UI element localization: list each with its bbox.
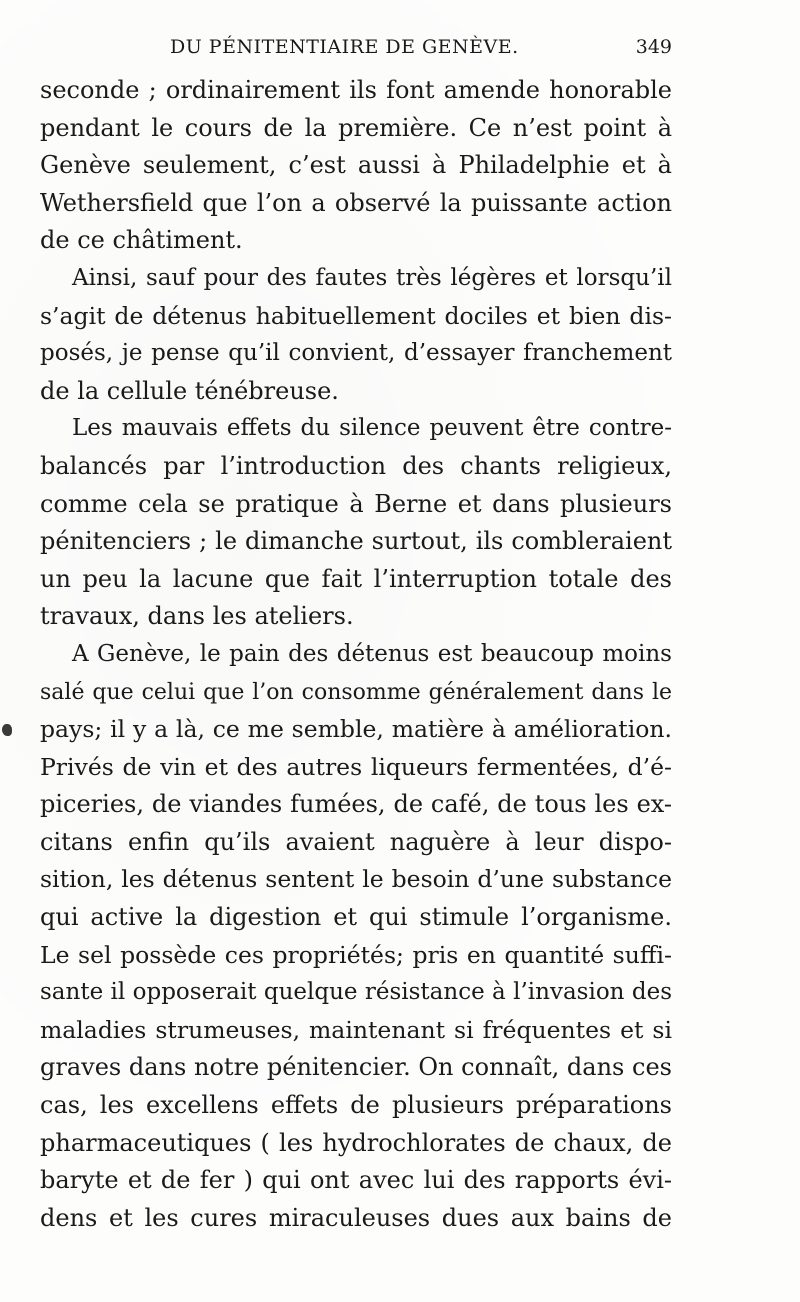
page-number: 349 <box>635 36 672 58</box>
text-line: Privés de vin et des autres liqueurs fermentées, d’é- <box>40 752 672 781</box>
text-line: travaux, dans les ateliers. <box>40 602 354 631</box>
body-text <box>40 72 672 1237</box>
text-line: cas, les excellens effets de plusieurs préparations <box>40 1091 672 1120</box>
text-line: s’agit de détenus habituellement dociles et bien dis- <box>40 301 672 330</box>
text-line: dens et les cures miraculeuses dues aux bains de <box>40 1203 672 1232</box>
text-line: A Genève, le pain des détenus est beaucoup moins <box>72 640 672 667</box>
running-title: DU PÉNITENTIAIRE DE GENÈVE. <box>170 36 519 58</box>
text-line: pharmaceutiques ( les hydrochlorates de chaux, de <box>40 1128 672 1157</box>
text-line: pendant le cours de la première. Ce n’est point à <box>40 113 672 142</box>
text-line: qui active la digestion et qui stimule l’organisme. <box>40 903 672 932</box>
text-line: sante il opposerait quelque résistance à l’invasion des <box>40 979 672 1006</box>
text-line: de ce châtiment. <box>40 226 243 255</box>
text-line: seconde ; ordinairement ils font amende honorable <box>40 76 672 104</box>
text-line: Le sel possède ces propriétés; pris en quantité suffi- <box>40 940 672 969</box>
text-line: pays; il y a là, ce me semble, matière à amélioration. <box>40 715 672 744</box>
text-line: de la cellule ténébreuse. <box>40 376 339 405</box>
text-line: posés, je pense qu’il convient, d’essayer franchement <box>40 340 672 367</box>
text-line: citans enfin qu’ils avaient naguère à leur dispo- <box>40 827 672 856</box>
running-head <box>40 36 672 66</box>
text-line: pénitenciers ; le dimanche surtout, ils combleraient <box>40 527 672 556</box>
text-line: piceries, de viandes fumées, de café, de tous les ex- <box>40 790 672 819</box>
text-line: comme cela se pratique à Berne et dans plusieurs <box>40 489 672 518</box>
ink-blot <box>2 724 12 736</box>
text-line: salé que celui que l’on consomme généralement dans le <box>40 679 672 705</box>
text-line: sition, les détenus sentent le besoin d’une substance <box>40 865 672 894</box>
text-line: Wethersfield que l’on a observé la puissante action <box>40 188 672 217</box>
text-line: un peu la lacune que fait l’interruption totale des <box>40 564 672 593</box>
text-line: Les mauvais effets du silence peuvent être contre- <box>72 415 672 442</box>
text-line: maladies strumeuses, maintenant si fréquentes et si <box>40 1015 672 1044</box>
text-line: graves dans notre pénitencier. On connaît, dans ces <box>40 1053 672 1082</box>
text-line: baryte et de fer ) qui ont avec lui des rapports évi- <box>40 1166 672 1195</box>
text-line: Ainsi, sauf pour des fautes très légères et lorsqu’il <box>72 264 672 291</box>
text-line: Genève seulement, c’est aussi à Philadelphie et à <box>40 151 672 180</box>
text-line: balancés par l’introduction des chants religieux, <box>40 451 672 480</box>
